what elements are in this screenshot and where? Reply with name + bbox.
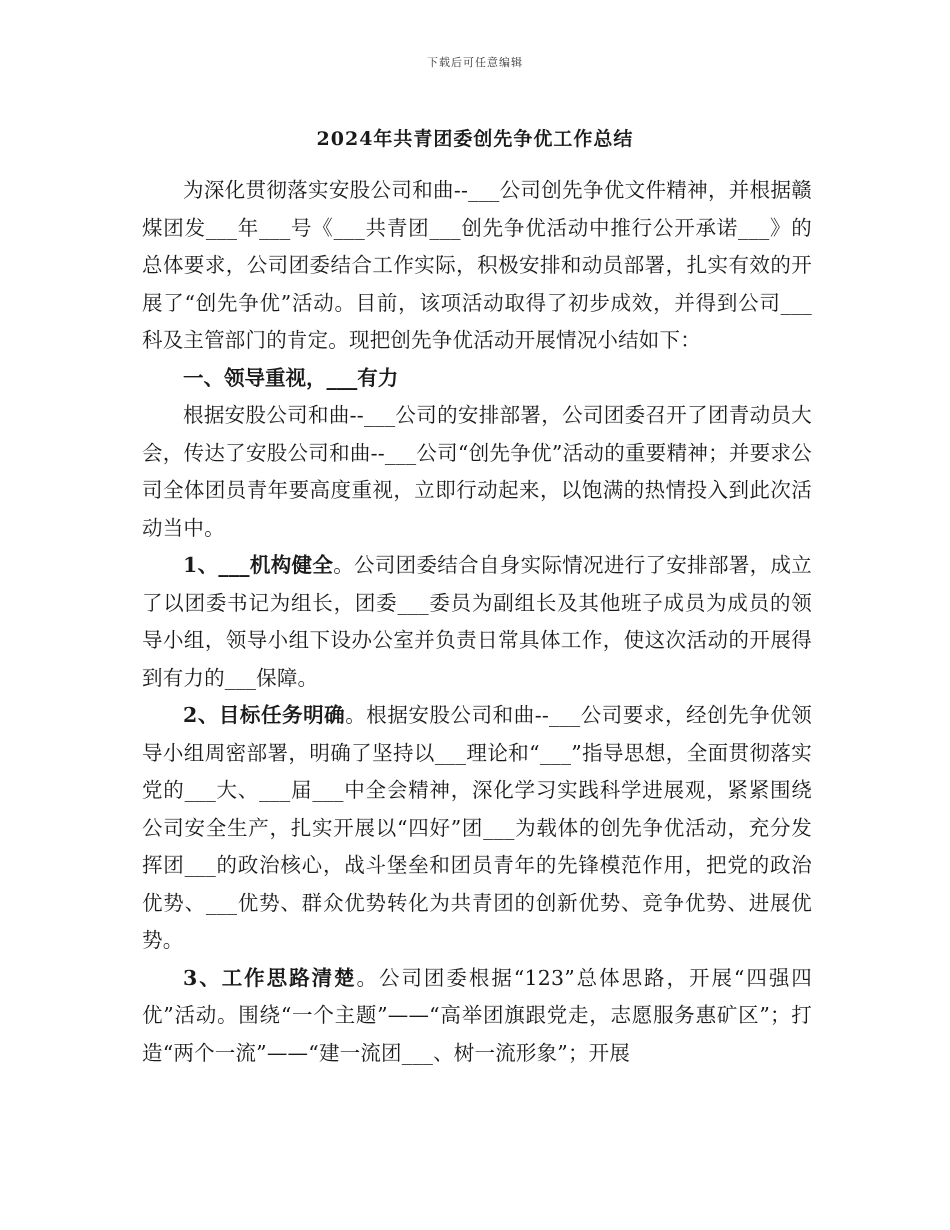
item-3-body: 。公司团委根据“123”总体思路，开展“四强四优”活动。围绕“一个主题”——“高举团旗跟党走，志愿服务惠矿区”；打造“两个一流”——“建一流团___、树一流形象”；开展 [142, 965, 812, 1065]
item-1-lead: 1、___机构健全 [183, 553, 334, 577]
document-body [142, 172, 812, 1072]
item-3-lead: 3、工作思路清楚 [183, 965, 357, 990]
item-2-lead: 2、目标任务明确 [183, 703, 346, 727]
document-title: 2024年共青团委创先争优工作总结 [316, 128, 634, 150]
item-3-paragraph [142, 960, 812, 1073]
item-2-body: 。根据安股公司和曲--___公司要求，经创先争优领导小组周密部署，明确了坚持以___理论和“___”指导思想，全面贯彻落实党的___大、___届___中全会精神，深化学习实践科学进展观，紧紧围绕公司安全生产，扎实开展以“四好”团___为载体的创先争优活动，充分发挥团___的政治核心，战斗堡垒和团员青年的先锋模范作用，把党的政治优势、___优势、群众优势转化为共青团的创新优势、竞争优势、进展优势。 [142, 703, 812, 952]
item-1-paragraph [142, 547, 812, 697]
item-1-body: 。公司团委结合自身实际情况进行了安排部署，成立了以团委书记为组长，团委___委员为副组长及其他班子成员为成员的领导小组，领导小组下设办公室并负责日常具体工作，使这次活动的开展得到有力的___保障。 [142, 553, 812, 690]
intro-paragraph: 为深化贯彻落实安股公司和曲--___公司创先争优文件精神，并根据赣煤团发___年___号《___共青团___创先争优活动中推行公开承诺___》的总体要求，公司团委结合工作实际，积极安排和动员部署，扎实有效的开展了“创先争优”活动。目前，该项活动取得了初步成效，并得到公司___科及主管部门的肯定。现把创先争优活动开展情况小结如下： [142, 178, 812, 352]
section-1-paragraph: 根据安股公司和曲--___公司的安排部署，公司团委召开了团青动员大会，传达了安股公司和曲--___公司“创先争优”活动的重要精神；并要求公司全体团员青年要高度重视，立即行动起来，以饱满的热情投入到此次活动当中。 [142, 403, 812, 540]
item-2-paragraph [142, 697, 812, 960]
header-note: 下载后可任意编辑 [427, 56, 523, 69]
section-heading-1: 一、领导重视，___有力 [183, 365, 399, 390]
